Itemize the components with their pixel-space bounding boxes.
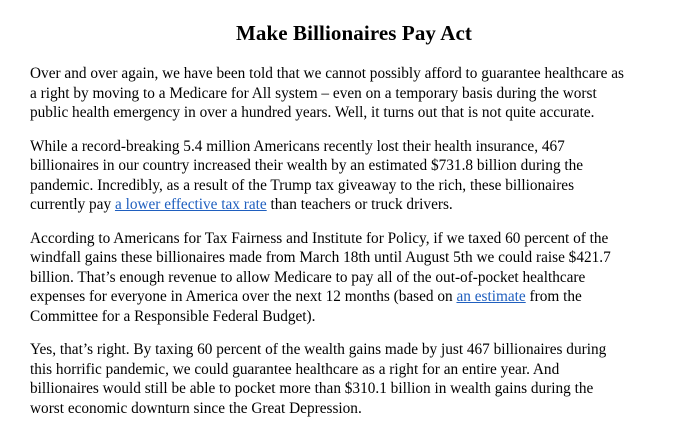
paragraph-line: [30, 360, 678, 380]
paragraph-line: [30, 399, 678, 419]
text-run: a right by moving to a Medicare for All system – even on a temporary basis during the worst: [30, 84, 597, 102]
paragraph-line: [30, 64, 678, 84]
text-run: worst economic downturn since the Great Depression.: [30, 399, 362, 417]
inline-link[interactable]: a lower effective tax rate: [114, 196, 267, 213]
text-run: windfall gains these billionaires made from March 18th until August 5th we could raise $421.7: [30, 249, 611, 266]
paragraph-line: [30, 84, 678, 104]
paragraph-line: [30, 229, 678, 249]
text-run: billionaires in our country increased their wealth by an estimated $731.8 billion during the: [30, 157, 584, 174]
paragraph-line: [30, 287, 678, 307]
paragraph: [30, 229, 678, 327]
paragraph-line: [30, 137, 678, 157]
paragraph-line: [30, 340, 678, 360]
paragraph-line: [30, 176, 678, 196]
paragraph-line: [30, 195, 678, 215]
paragraph-line: [30, 248, 678, 268]
paragraph-line: [30, 103, 678, 123]
text-run: Yes, that’s right. By taxing 60 percent of the wealth gains made by just 467 billionaires during: [30, 341, 607, 358]
text-run: billionaires would still be able to pocket more than $310.1 billion in wealth gains during the: [30, 380, 594, 397]
document-page: [30, 20, 678, 432]
paragraph: [30, 64, 678, 123]
text-run: pandemic. Incredibly, as a result of the Trump tax giveaway to the rich, these billionaires: [30, 176, 575, 194]
paragraph-line: [30, 307, 678, 327]
paragraph: [30, 137, 678, 215]
document-body: [30, 64, 678, 418]
paragraph-line: [30, 156, 678, 176]
text-run: than teachers or truck drivers.: [266, 196, 453, 213]
text-run: this horrific pandemic, we could guarantee healthcare as a right for an entire year. And: [30, 360, 560, 378]
text-run: Committee for a Responsible Federal Budget).: [30, 307, 316, 325]
paragraph-line: [30, 268, 678, 288]
text-run: billion. That’s enough revenue to allow Medicare to pay all of the out-of-pocket healthcare: [30, 268, 586, 286]
paragraph: [30, 340, 678, 418]
text-run: According to Americans for Tax Fairness and Institute for Policy, if we taxed 60 percent of the: [30, 229, 609, 247]
text-run: expenses for everyone in America over the next 12 months (based on: [30, 288, 457, 305]
text-run: from the: [525, 288, 582, 305]
text-run: public health emergency in over a hundred years. Well, it turns out that is not quite accurate.: [30, 104, 595, 121]
text-run: While a record-breaking 5.4 million Americans recently lost their health insurance, 467: [30, 137, 565, 155]
text-run: currently pay: [30, 196, 115, 213]
paragraph-line: [30, 379, 678, 399]
text-run: Over and over again, we have been told that we cannot possibly afford to guarantee healthcare as: [30, 65, 624, 82]
inline-link[interactable]: an estimate: [456, 288, 526, 305]
document-title: Make Billionaires Pay Act: [235, 21, 472, 45]
